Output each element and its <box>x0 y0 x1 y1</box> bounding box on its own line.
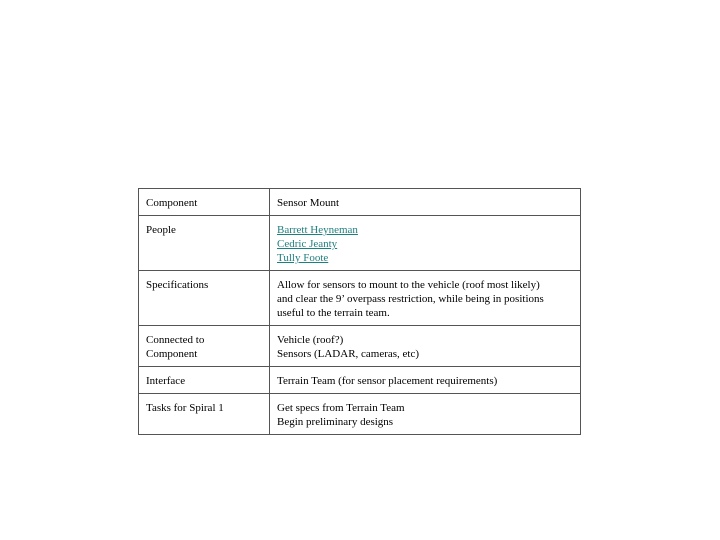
value-cell-specifications <box>270 271 581 326</box>
label-cell-component <box>139 189 270 216</box>
row-label-line-1: Connected to <box>146 334 205 346</box>
component-name: Sensor Mount <box>277 197 340 209</box>
label-cell-interface <box>139 367 270 394</box>
task-item-1: Get specs from Terrain Team <box>277 402 405 414</box>
table-row-tasks-spiral-1 <box>139 394 581 435</box>
person-link-barrett-heyneman[interactable]: Barrett Heyneman <box>277 224 358 236</box>
value-cell-component <box>270 189 581 216</box>
value-cell-interface <box>270 367 581 394</box>
value-cell-connected <box>270 326 581 367</box>
label-cell-specifications <box>139 271 270 326</box>
spec-text-line-3: useful to the terrain team. <box>277 307 390 319</box>
connection-sensors: Sensors (LADAR, cameras, etc) <box>277 348 420 360</box>
table-row-component <box>139 189 581 216</box>
person-link-tully-foote[interactable]: Tully Foote <box>277 252 329 264</box>
spec-text-line-1: Allow for sensors to mount to the vehicle (roof most likely) <box>277 279 540 291</box>
person-link-cedric-jeanty[interactable]: Cedric Jeanty <box>277 238 338 250</box>
component-info-table <box>138 188 581 435</box>
row-label: Component <box>146 197 198 209</box>
table-row-interface <box>139 367 581 394</box>
task-item-2: Begin preliminary designs <box>277 416 394 428</box>
table-row-connected-to-component <box>139 326 581 367</box>
interface-text: Terrain Team (for sensor placement requirements) <box>277 375 498 387</box>
row-label: Specifications <box>146 279 209 291</box>
value-cell-people <box>270 216 581 271</box>
table-row-specifications <box>139 271 581 326</box>
label-cell-connected <box>139 326 270 367</box>
connection-vehicle: Vehicle (roof?) <box>277 334 344 346</box>
row-label: Interface <box>146 375 186 387</box>
label-cell-people <box>139 216 270 271</box>
row-label-line-2: Component <box>146 348 198 360</box>
table-row-people <box>139 216 581 271</box>
spec-text-line-2: and clear the 9’ overpass restriction, while being in positions <box>277 293 544 305</box>
row-label: People <box>146 224 176 236</box>
label-cell-tasks <box>139 394 270 435</box>
value-cell-tasks <box>270 394 581 435</box>
row-label: Tasks for Spiral 1 <box>146 402 224 414</box>
